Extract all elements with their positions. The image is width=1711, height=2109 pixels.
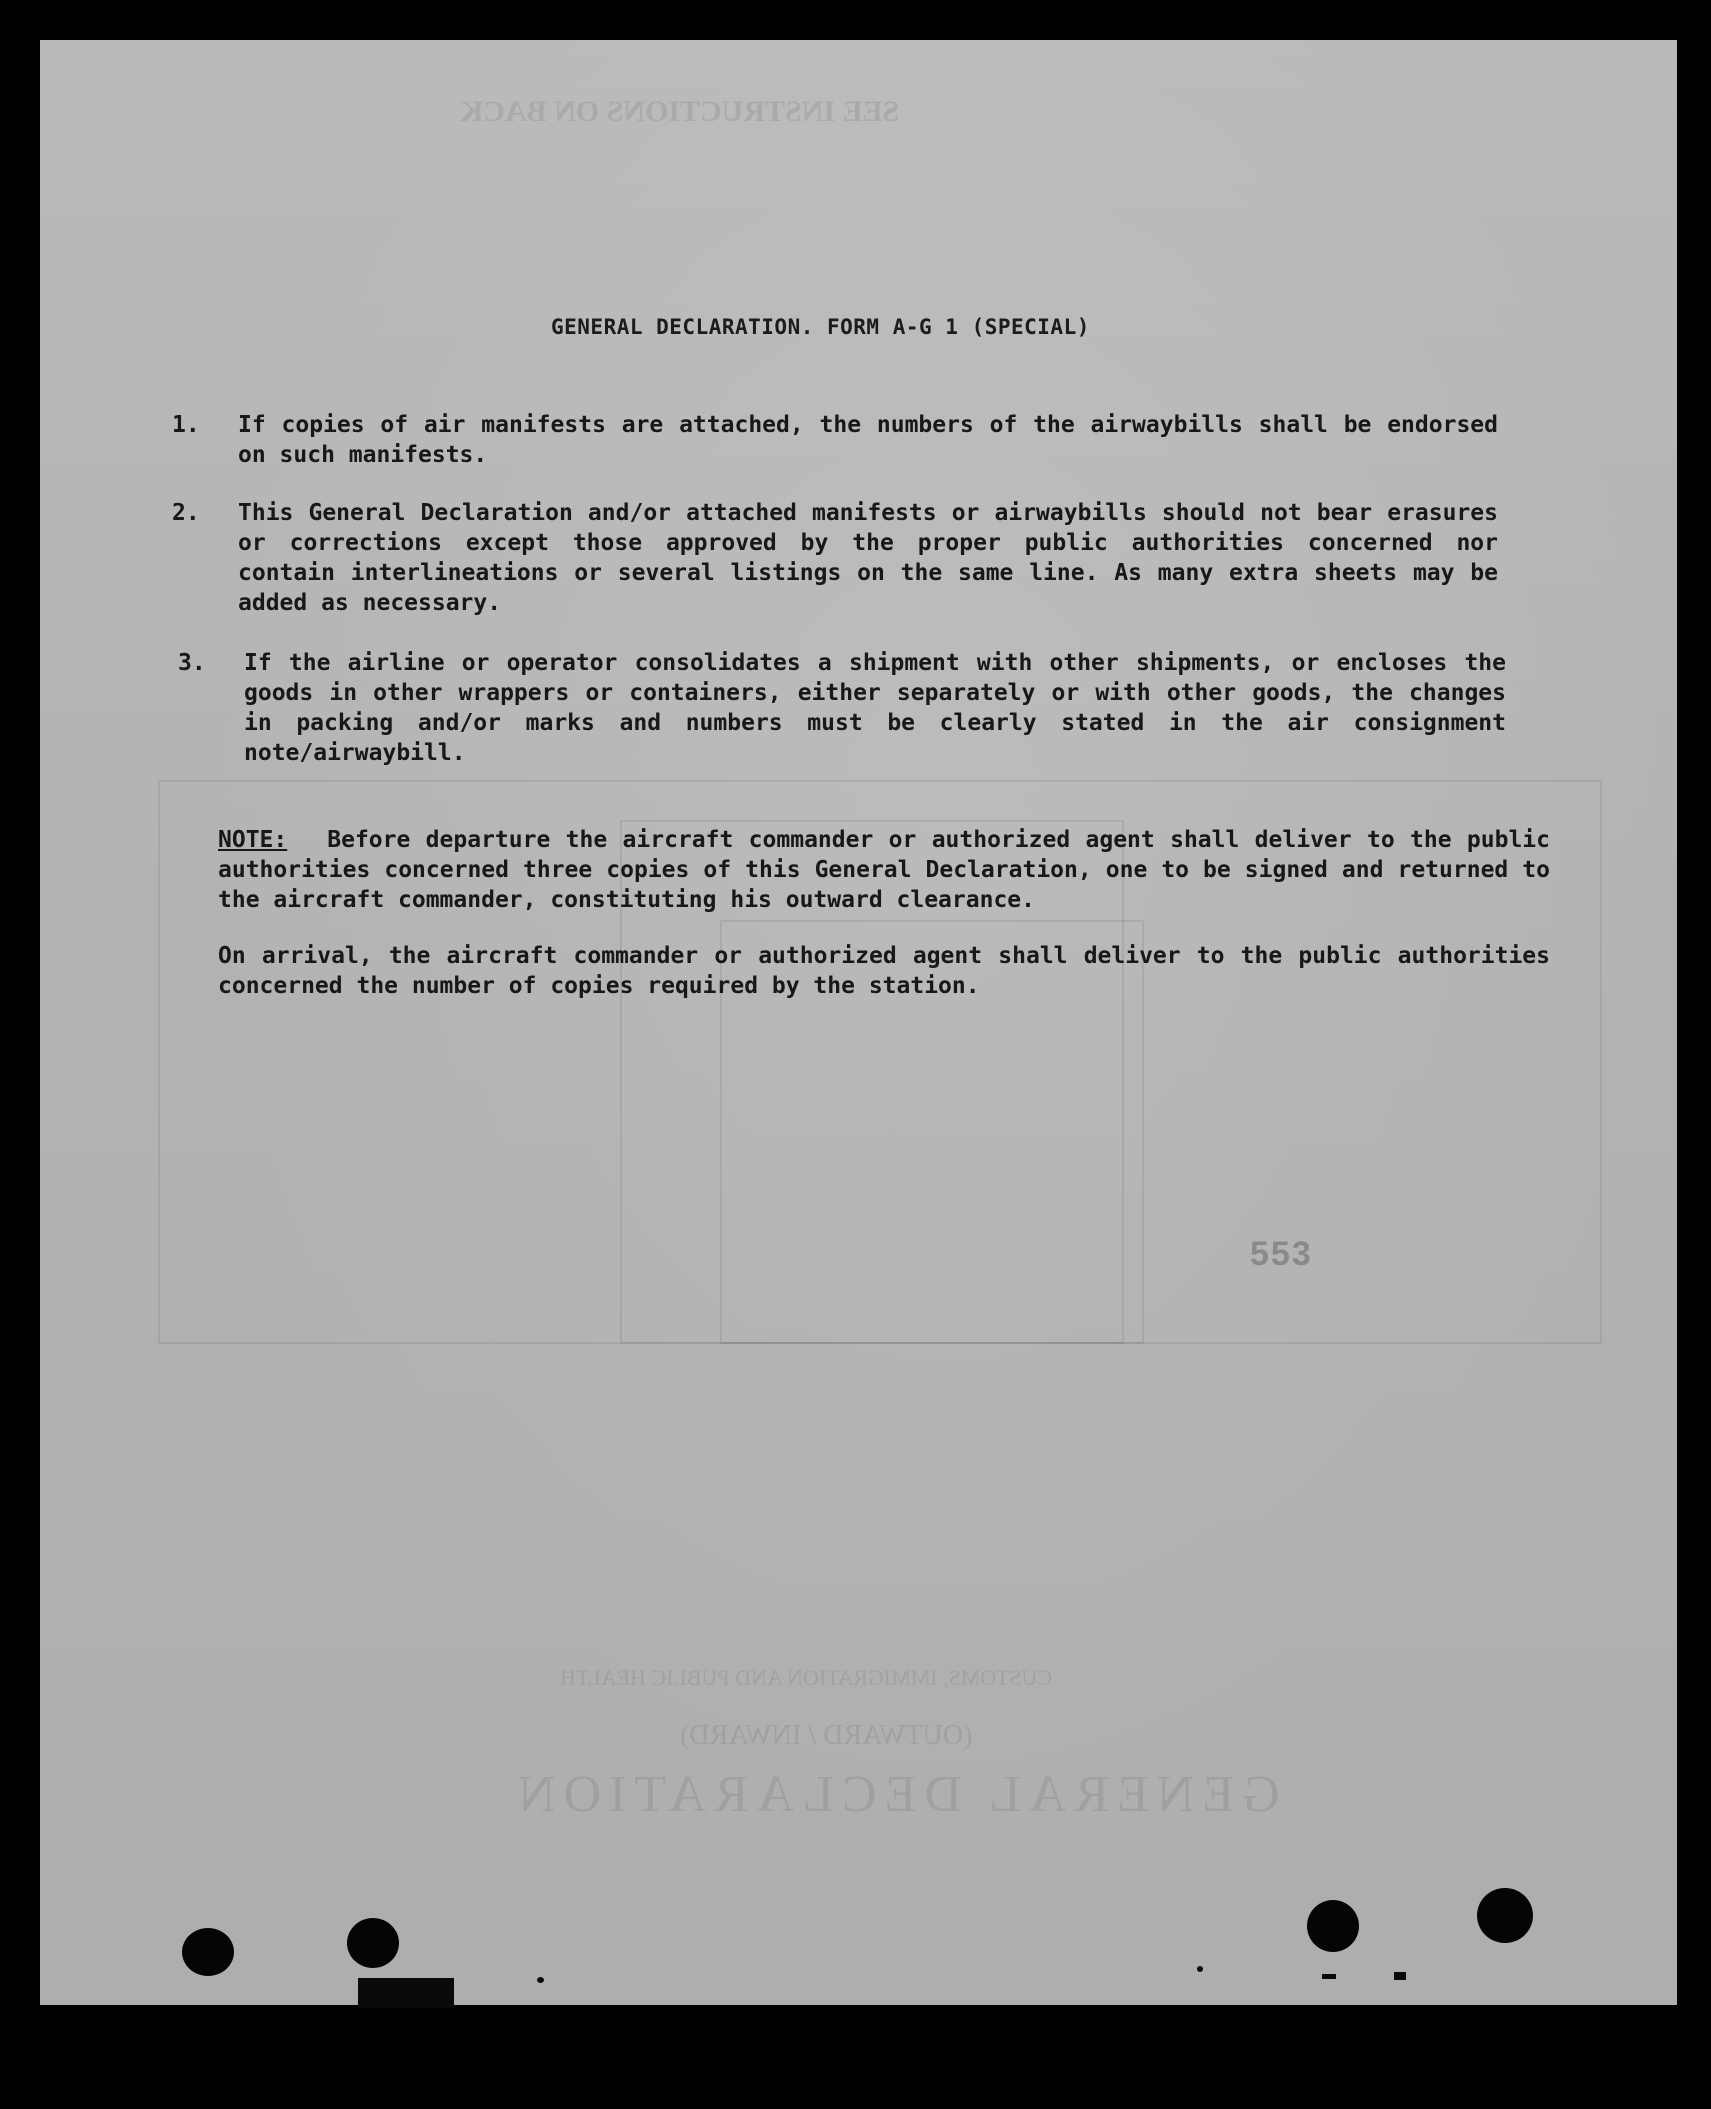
item-number: 1. <box>172 412 200 438</box>
item-number: 2. <box>172 500 200 526</box>
speck <box>537 1977 544 1983</box>
arrival-paragraph: On arrival, the aircraft commander or authorized agent shall deliver to the public authorities concerned the number of copies required by the station. <box>218 943 1550 999</box>
item-text: If copies of air manifests are attached, the numbers of the airwaybills shall be endorsed on such manifests. <box>238 412 1498 468</box>
speck <box>1197 1966 1203 1972</box>
punch-hole <box>1477 1888 1533 1943</box>
punch-hole <box>182 1928 234 1976</box>
item-number: 3. <box>178 650 206 676</box>
edge-notch <box>358 1978 454 2008</box>
bleed-through-line: CUSTOMS, IMMIGRATION AND PUBLIC HEALTH <box>560 1665 1052 1690</box>
page-stamp: 553 <box>1250 1235 1313 1273</box>
bleed-through-heading: SEE INSTRUCTIONS ON BACK <box>460 95 900 128</box>
item-text: This General Declaration and/or attached manifests or airwaybills should not bear erasures or corrections except those approved by the proper public authorities concerned nor contain interlineations or several listings on the same line. As many extra sheets may be added as necessary. <box>238 500 1498 616</box>
item-text: If the airline or operator consolidates a shipment with other shipments, or encloses the goods in other wrappers or containers, either separately or with other goods, the changes in packing and/or marks and numbers must be clearly stated in the air consignment note/airwaybill. <box>244 650 1506 766</box>
bleed-through-subtitle: (OUTWARD / INWARD) <box>680 1720 973 1751</box>
punch-hole <box>347 1918 399 1968</box>
bleed-through-title: GENERAL DECLARATION <box>510 1766 1280 1823</box>
speck <box>1322 1974 1336 1979</box>
document-page <box>40 40 1677 2005</box>
note-text: Before departure the aircraft commander or authorized agent shall deliver to the public authorities concerned three copies of this General Declaration, one to be signed and returned to the aircraft commander, constituting his outward clearance. <box>218 827 1550 913</box>
note-label: NOTE: <box>218 827 288 853</box>
speck <box>1394 1972 1406 1980</box>
punch-hole <box>1307 1900 1359 1952</box>
note-section <box>218 825 1550 1001</box>
form-title: GENERAL DECLARATION. FORM A-G 1 (SPECIAL) <box>551 315 1090 339</box>
note-paragraph <box>218 825 1550 915</box>
